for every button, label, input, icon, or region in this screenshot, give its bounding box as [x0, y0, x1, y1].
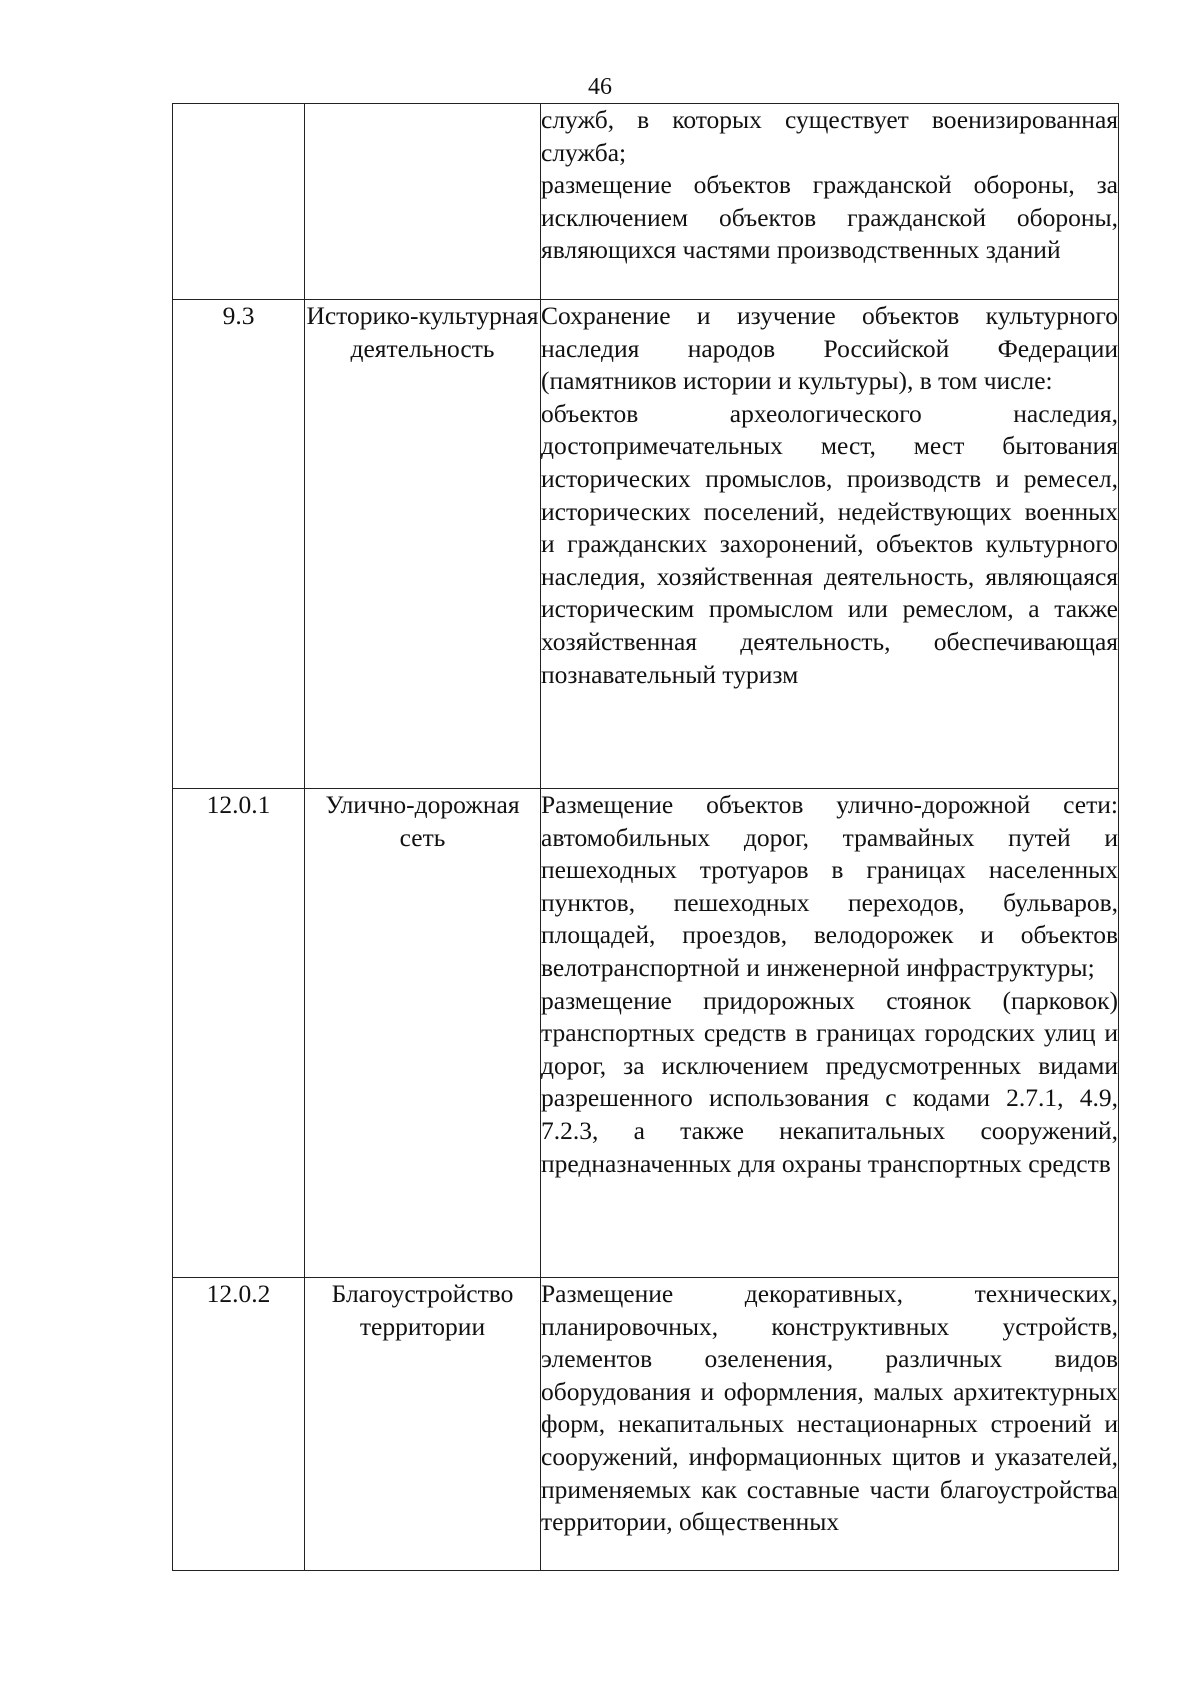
row-code: [173, 104, 305, 300]
row-name: Историко-культурная деятельность: [305, 300, 541, 789]
table-row: [173, 1278, 1119, 1571]
page-number: 46: [588, 74, 612, 100]
description-paragraph: объектов археологического наследия, достопримечательных мест, мест бытования исторических промыслов, производств и ремесел, исторических поселений, недействующих военных и гражданских захоронений, объектов культурного наследия, хозяйственная деятельность, являющаяся историческим промыслом или ремеслом, а также хозяйственная деятельность, обеспечивающая познавательный туризм: [541, 398, 1118, 689]
row-description: [541, 1278, 1119, 1571]
table-row: [173, 104, 1119, 300]
row-description: [541, 789, 1119, 1278]
table-row: [173, 300, 1119, 789]
row-description: [541, 300, 1119, 789]
row-code: 9.3: [173, 300, 305, 789]
description-paragraph: служб, в которых существует военизированная служба;: [541, 105, 1118, 167]
row-code: 12.0.2: [173, 1278, 305, 1571]
row-name: [305, 104, 541, 300]
row-name: Улично-дорожная сеть: [305, 789, 541, 1278]
land-use-table: [172, 103, 1119, 1571]
description-paragraph: размещение придорожных стоянок (парковок) транспортных средств в границах городских улиц и дорог, за исключением предусмотренных видами разрешенного использования с кодами 2.7.1, 4.9, 7.2.3, а также некапитальных сооружений, предназначенных для охраны транспортных средств: [541, 985, 1118, 1178]
row-code: 12.0.1: [173, 789, 305, 1278]
description-paragraph: размещение объектов гражданской обороны, за исключением объектов гражданской обороны, являющихся частями производственных зданий: [541, 170, 1118, 265]
description-paragraph: Размещение декоративных, технических, планировочных, конструктивных устройств, элементов озеленения, различных видов оборудования и оформления, малых архитектурных форм, некапитальных нестационарных строений и сооружений, информационных щитов и указателей, применяемых как составные части благоустройства территории, общественных: [541, 1279, 1118, 1537]
description-paragraph: Сохранение и изучение объектов культурного наследия народов Российской Федерации (памятников истории и культуры), в том числе:: [541, 301, 1118, 396]
row-description: [541, 104, 1119, 300]
description-paragraph: Размещение объектов улично-дорожной сети: автомобильных дорог, трамвайных путей и пешеходных тротуаров в границах населенных пунктов, пешеходных переходов, бульваров, площадей, проездов, велодорожек и объектов велотранспортной и инженерной инфраструктуры;: [541, 790, 1118, 982]
table-row: [173, 789, 1119, 1278]
row-name: Благоустройство территории: [305, 1278, 541, 1571]
